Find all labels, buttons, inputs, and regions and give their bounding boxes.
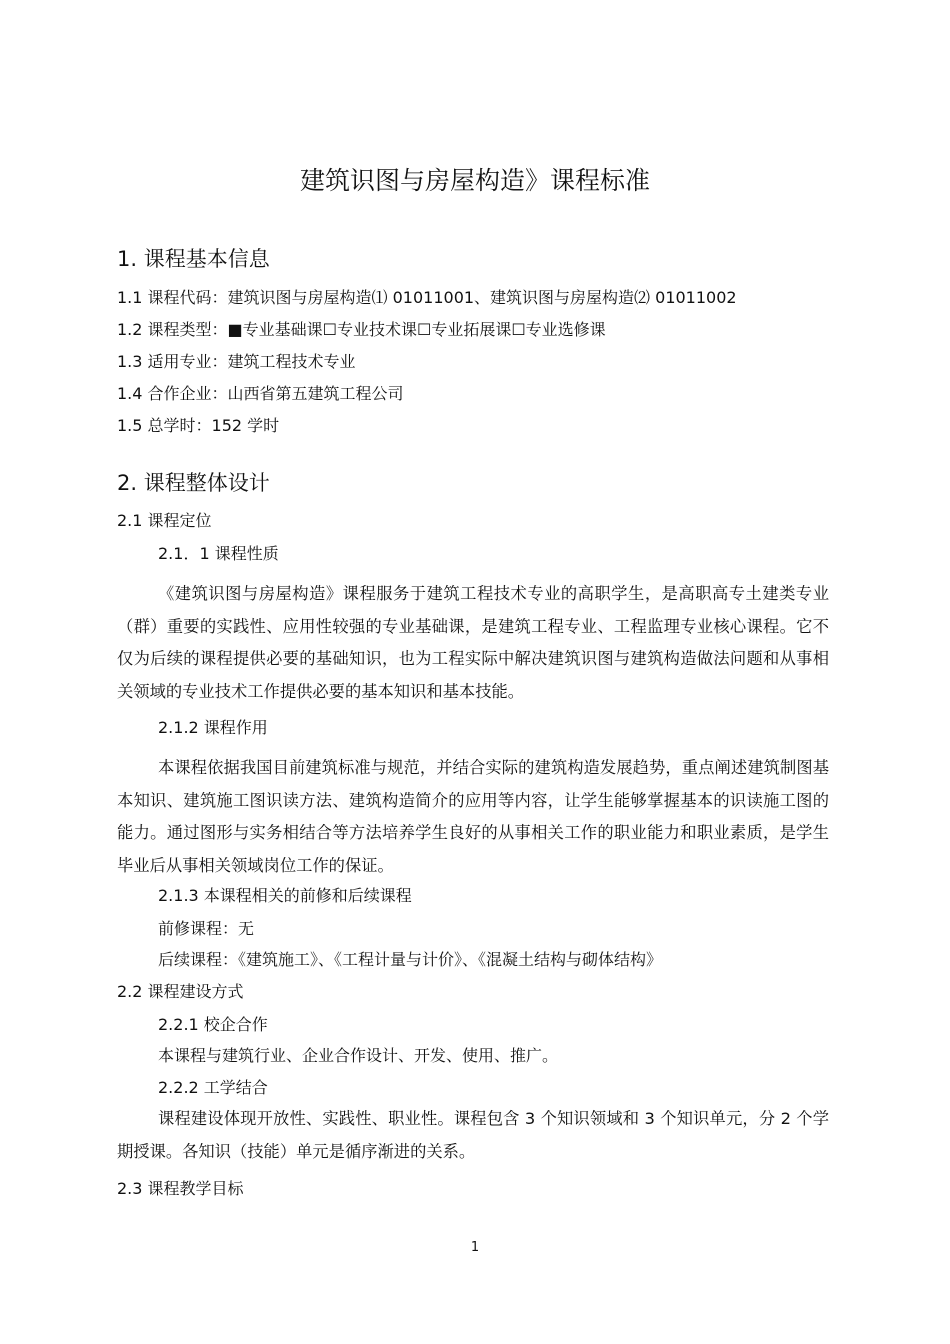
applicable-major: 1.3 适用专业：建筑工程技术专业 — [117, 352, 356, 371]
document-title: 建筑识图与房屋构造》课程标准 — [299, 166, 650, 195]
paragraph-course-nature: 《建筑识图与房屋构造》课程服务于建筑工程技术专业的高职学生，是高职高专土建类专业（群）重要的实践性、应用性较强的专业基础课，是建筑工程专业、工程监理专业核心课程。它不仅为后续的课程提供必要的基础知识，也为工程实际中解决建筑识图与建筑构造做法问题和从事相关领域的专业技术工作提供必要的基本知识和基本技能。 — [117, 584, 829, 701]
section-1-heading: 1. 课程基本信息 — [117, 247, 270, 271]
subsection-2-1-1: 2.1．1 课程性质 — [158, 544, 279, 563]
subsection-2-1: 2.1 课程定位 — [117, 511, 212, 530]
subsection-2-2-1: 2.2.1 校企合作 — [158, 1015, 268, 1034]
subsection-2-1-2: 2.1.2 课程作用 — [158, 718, 268, 737]
course-type: 1.2 课程类型：■专业基础课☐专业技术课☐专业拓展课☐专业选修课 — [117, 320, 606, 339]
paragraph-school-enterprise: 本课程与建筑行业、企业合作设计、开发、使用、推广。 — [158, 1046, 559, 1065]
followup-courses: 后续课程：《建筑施工》、《工程计量与计价》、《混凝土结构与砌体结构》 — [158, 950, 663, 969]
partner-company: 1.4 合作企业：山西省第五建筑工程公司 — [117, 384, 404, 403]
page-number: 1 — [470, 1240, 480, 1255]
subsection-2-3: 2.3 课程教学目标 — [117, 1179, 244, 1198]
section-2-heading: 2. 课程整体设计 — [117, 471, 270, 495]
paragraph-work-study: 课程建设体现开放性、实践性、职业性。课程包含 3 个知识领域和 3 个知识单元，分 2 个学期授课。各知识（技能）单元是循序渐进的关系。 — [117, 1109, 829, 1161]
subsection-2-2: 2.2 课程建设方式 — [117, 982, 244, 1001]
subsection-2-1-3: 2.1.3 本课程相关的前修和后续课程 — [158, 886, 412, 905]
total-hours: 1.5 总学时：152 学时 — [117, 416, 280, 435]
course-code: 1.1 课程代码：建筑识图与房屋构造⑴ 01011001、建筑识图与房屋构造⑵ 01011002 — [117, 288, 737, 307]
paragraph-course-role: 本课程依据我国目前建筑标准与规范，并结合实际的建筑构造发展趋势，重点阐述建筑制图基本知识、建筑施工图识读方法、建筑构造简介的应用等内容，让学生能够掌握基本的识读施工图的能力。通过图形与实务相结合等方法培养学生良好的从事相关工作的职业能力和职业素质，是学生毕业后从事相关领域岗位工作的保证。 — [117, 758, 829, 875]
subsection-2-2-2: 2.2.2 工学结合 — [158, 1078, 268, 1097]
prerequisite-courses: 前修课程：无 — [158, 919, 255, 938]
